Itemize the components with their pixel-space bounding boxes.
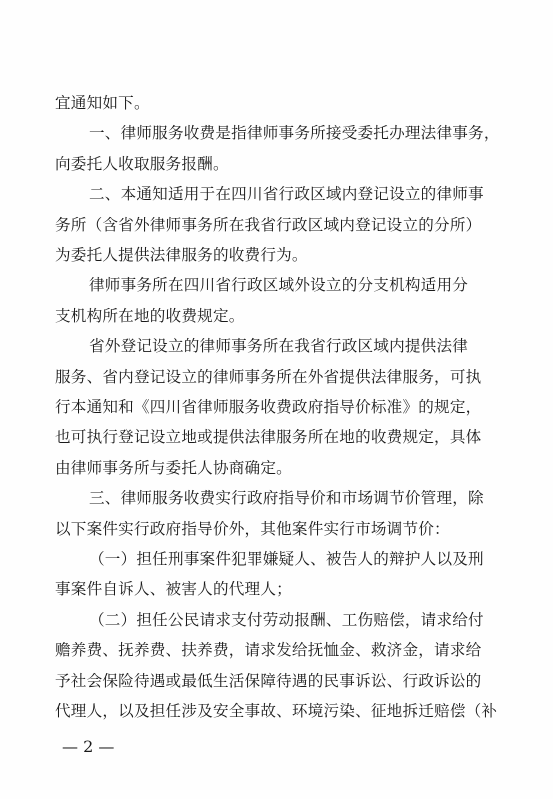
text-line: 也可执行登记设立地或提供法律服务所在地的收费规定，具体 [55,428,482,447]
text-line: （一）担任刑事案件犯罪嫌疑人、被告人的辩护人以及刑 [89,550,484,568]
text-line: 行本通知和《四川省律师服务收费政府指导价标准》的规定， [55,398,482,416]
text-line: 由律师事务所与委托人协商确定。 [55,458,292,477]
text-line: 予社会保险待遇或最低生活保障待遇的民事诉讼、行政诉讼的 [55,671,482,690]
text-line: 支机构所在地的收费规定。 [55,306,245,325]
page-number: — 2 — [62,737,115,757]
text-line: 赡养费、抚养费、扶养费，请求发给抚恤金、救济金，请求给 [55,641,482,660]
text-line: 律师事务所在四川省行政区域外设立的分支机构适用分 [89,276,469,295]
text-line: 一、律师服务收费是指律师事务所接受委托办理法律事务， [89,124,500,143]
text-line: 向委托人收取服务报酬。 [55,154,229,173]
text-line: 代理人，以及担任涉及安全事故、环境污染、征地拆迁赔偿（补 [55,702,498,720]
text-line: 三、律师服务收费实行政府指导价和市场调节价管理，除 [89,489,484,508]
text-line: 二、本通知适用于在四川省行政区域内登记设立的律师事 [89,185,484,204]
text-line: 务所（含省外律师事务所在我省行政区域内登记设立的分所） [55,215,482,234]
text-line: 事案件自诉人、被害人的代理人； [55,580,292,599]
text-line: 省外登记设立的律师事务所在我省行政区域内提供法律 [89,337,469,356]
text-line: 以下案件实行政府指导价外，其他案件实行市场调节价： [55,519,450,538]
text-line: 为委托人提供法律服务的收费行为。 [55,246,308,264]
text-line: 宜通知如下。 [55,94,150,112]
text-line: 服务、省内登记设立的律师事务所在外省提供法律服务，可执 [55,367,482,386]
text-line: （二）担任公民请求支付劳动报酬、工伤赔偿，请求给付 [89,610,484,629]
